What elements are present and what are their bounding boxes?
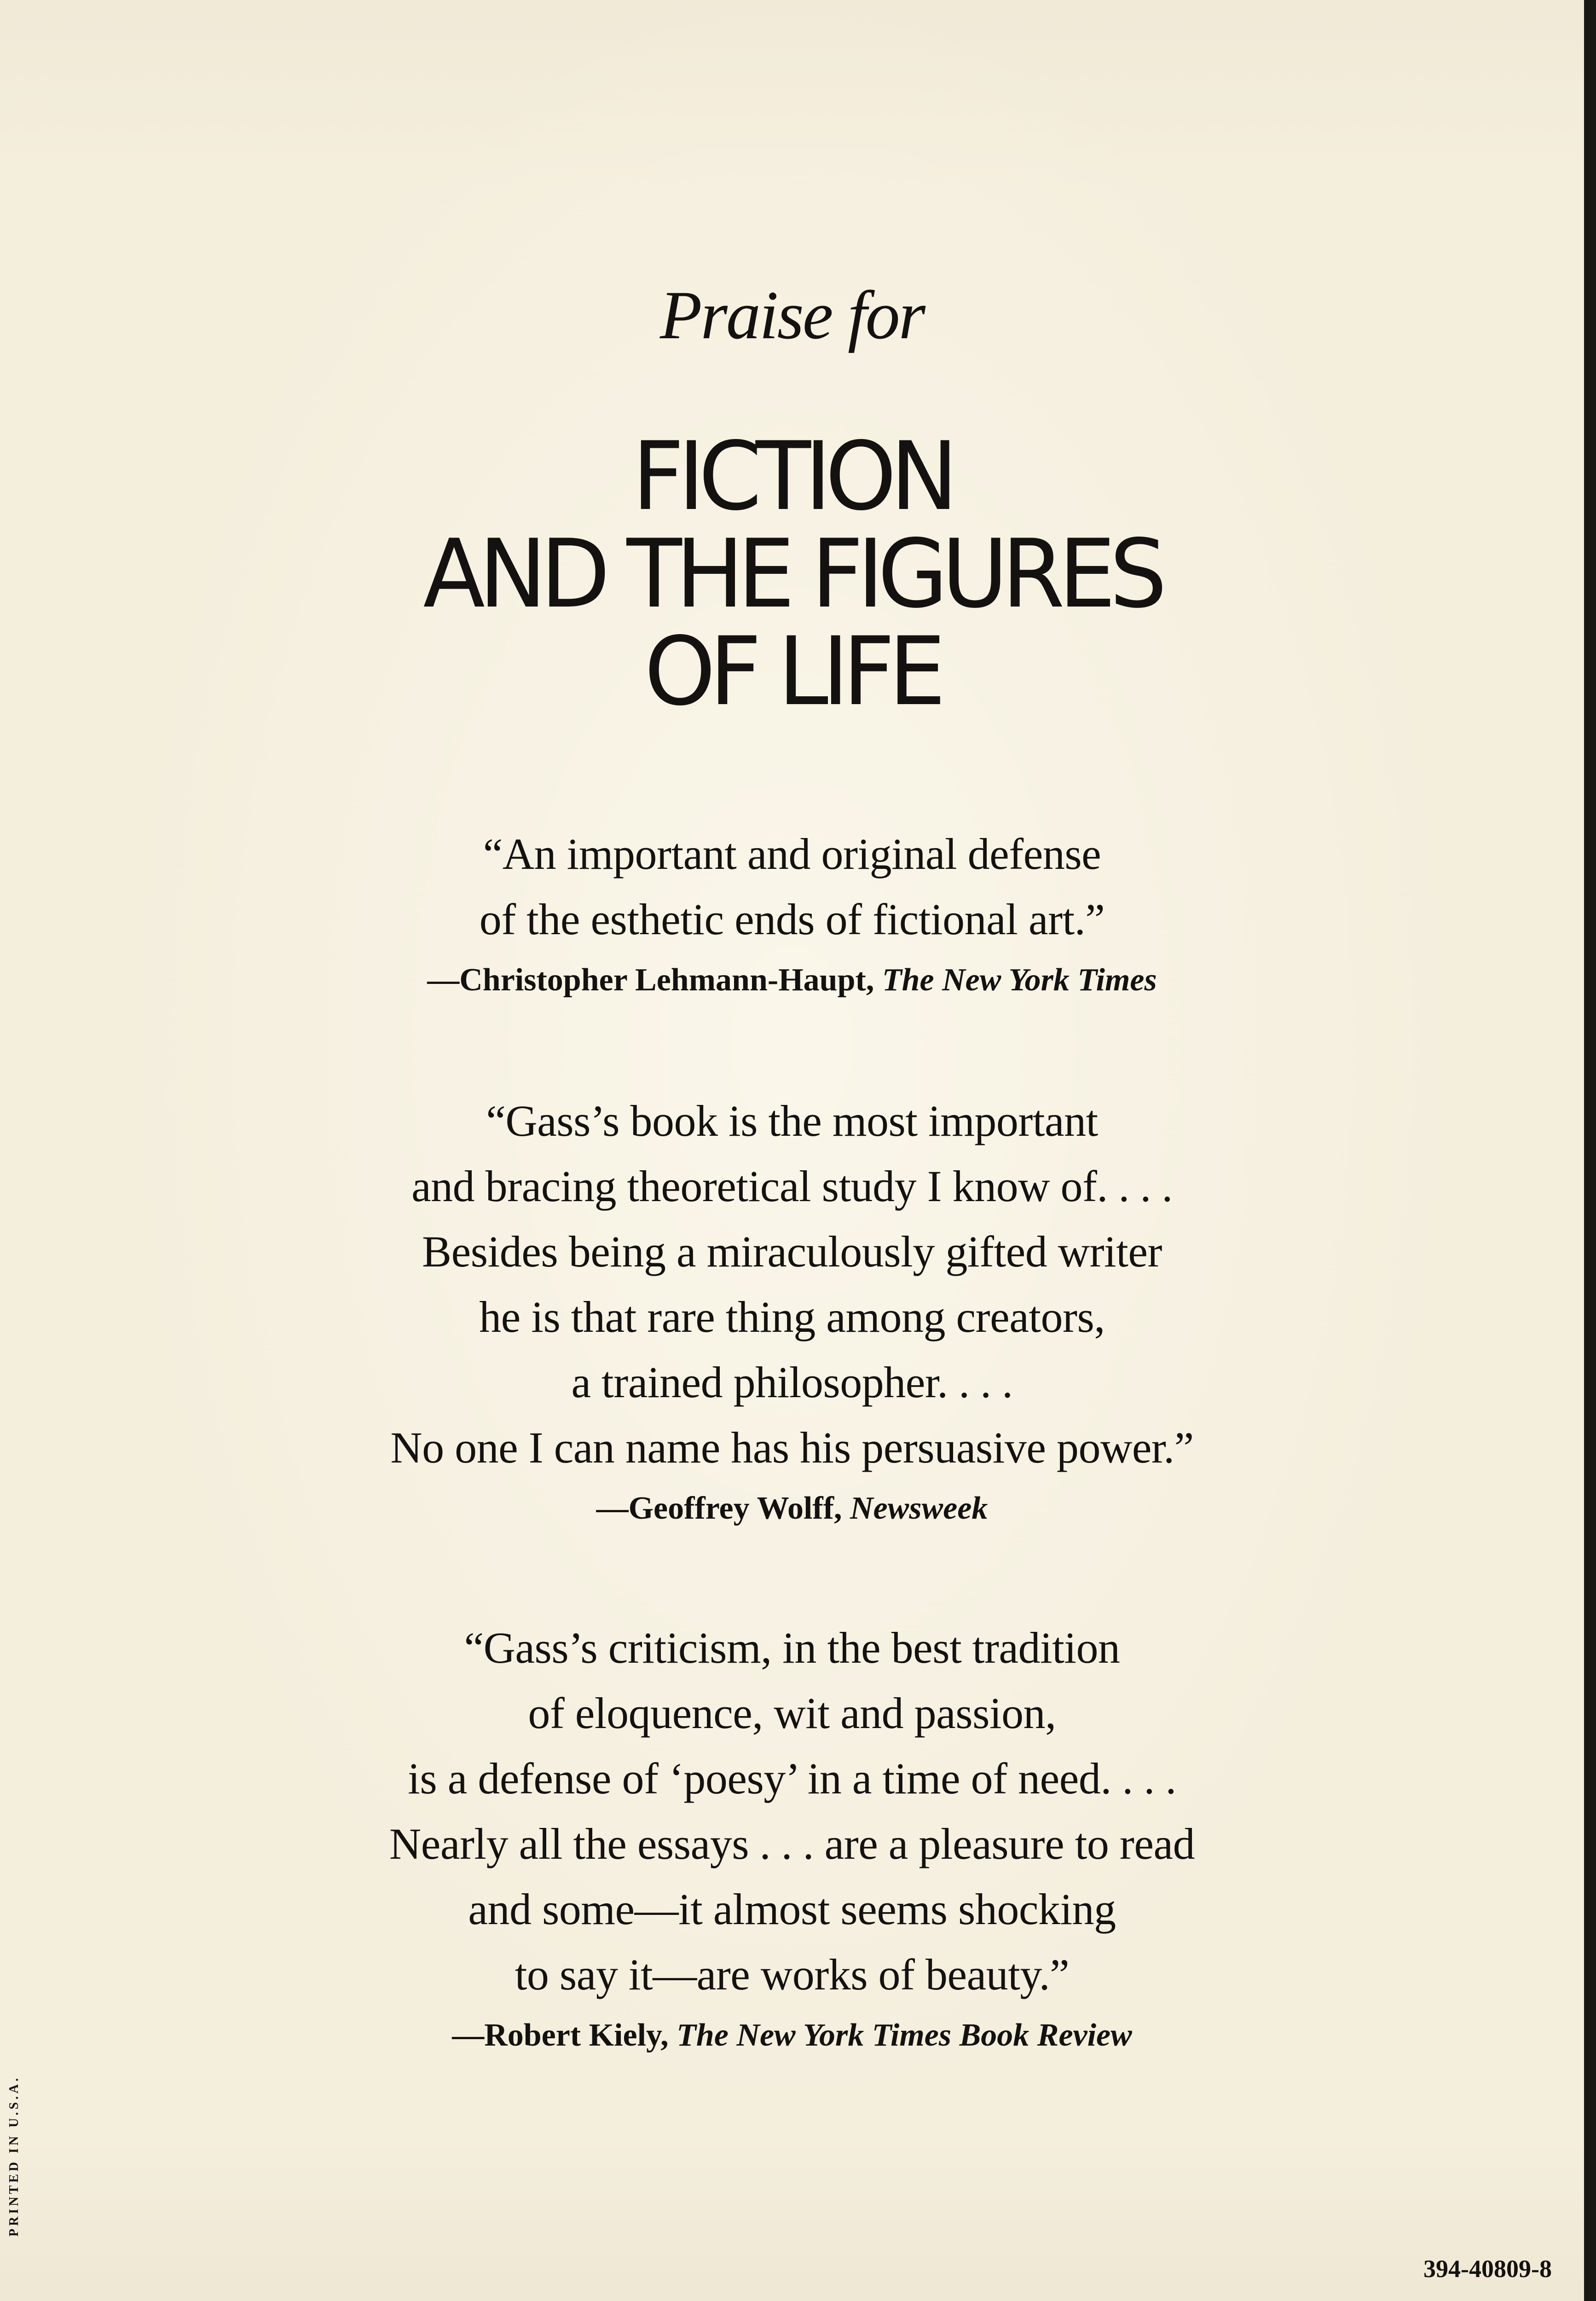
quote-attribution	[0, 2015, 1584, 2056]
quote-line: “Gass’s criticism, in the best tradition	[464, 1623, 1120, 1672]
isbn-number: 394-40809-8	[1423, 2255, 1552, 2283]
quote-attribution	[0, 1488, 1584, 1529]
quote-line: to say it—are works of beauty.”	[515, 1950, 1070, 1999]
book-title	[32, 422, 1552, 727]
quote-line: he is that rare thing among creators,	[479, 1292, 1105, 1341]
attribution-author: —Geoffrey Wolff,	[596, 1491, 842, 1526]
quote-line: of the esthetic ends of fictional art.”	[479, 895, 1105, 944]
review-quote-lehmann-haupt	[0, 821, 1584, 1001]
attribution-author: —Robert Kiely,	[452, 2018, 669, 2053]
quote-line: and bracing theoretical study I know of. . . .	[411, 1162, 1173, 1211]
quote-line: of eloquence, wit and passion,	[528, 1688, 1056, 1738]
quote-line: a trained philosopher. . . .	[571, 1358, 1013, 1407]
review-quote-wolff	[0, 1088, 1584, 1529]
quote-text	[0, 821, 1584, 952]
printed-in-usa-note: PRINTED IN U.S.A.	[7, 2075, 21, 2237]
attribution-source: The New York Times	[882, 962, 1157, 998]
quote-line: is a defense of ‘poesy’ in a time of need. . . .	[408, 1754, 1176, 1803]
quote-attribution	[0, 960, 1584, 1001]
quote-line: “Gass’s book is the most important	[486, 1096, 1098, 1145]
quote-line: Besides being a miraculously gifted writer	[422, 1227, 1162, 1276]
quote-line: and some—it almost seems shocking	[468, 1885, 1116, 1934]
quote-line: “An important and original defense	[483, 829, 1101, 879]
title-line: FICTION	[632, 422, 952, 532]
attribution-source: The New York Times Book Review	[677, 2018, 1132, 2053]
quote-text	[0, 1088, 1584, 1480]
attribution-author: —Christopher Lehmann-Haupt,	[427, 962, 874, 998]
quote-line: Nearly all the essays . . . are a pleasure to read	[389, 1819, 1195, 1868]
praise-heading: Praise for	[659, 277, 925, 353]
quote-line: No one I can name has his persuasive power.”	[390, 1423, 1194, 1472]
quote-text	[0, 1615, 1584, 2007]
attribution-source: Newsweek	[850, 1491, 988, 1526]
review-quote-kiely	[0, 1615, 1584, 2056]
title-line: AND THE FIGURES	[423, 520, 1161, 629]
title-line: OF LIFE	[644, 617, 940, 727]
